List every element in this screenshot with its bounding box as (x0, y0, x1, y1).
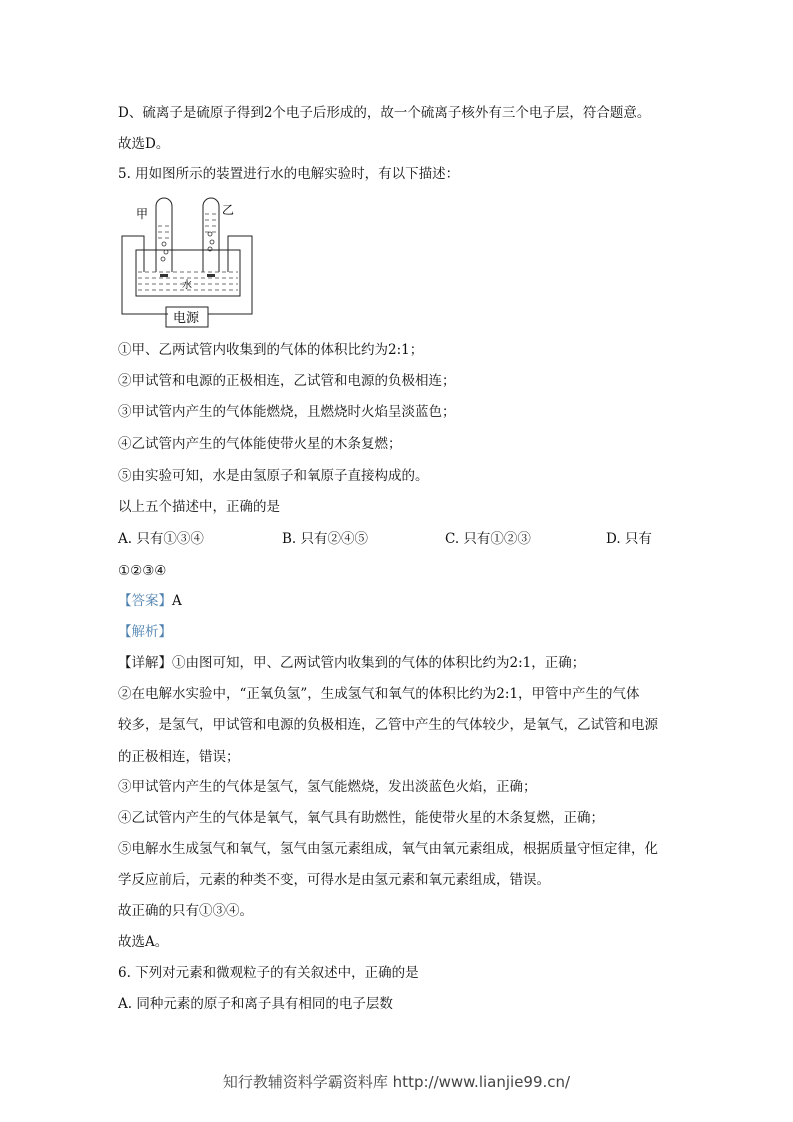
detail-line: 学反应前后，元素的种类不变，可得水是由氢元素和氧元素组成，错误。 (118, 872, 550, 888)
detail-line: 较多，是氢气，甲试管和电源的负极相连，乙管中产生的气体较少，是氧气，乙试管和电源 (118, 717, 658, 733)
detail-text: ①由图可知，甲、乙两试管内收集到的气体的体积比约为2:1，正确； (172, 655, 586, 671)
statement-1: ①甲、乙两试管内收集到的气体的体积比约为2:1； (118, 342, 424, 358)
statement-4: ④乙试管内产生的气体能使带火星的木条复燃； (118, 436, 402, 452)
label-yi: 乙 (222, 203, 235, 217)
question-6-stem: 6. 下列对元素和微观粒子的有关叙述中，正确的是 (118, 965, 419, 981)
text-line: 故选D。 (118, 136, 170, 152)
answer-label: 【答案】 (118, 593, 172, 609)
detail-label: 【详解】 (118, 655, 172, 671)
option-c: C. 只有①②③ (445, 531, 531, 547)
question-5-stem: 5. 用如图所示的装置进行水的电解实验时，有以下描述： (118, 166, 460, 182)
statement-2: ②甲试管和电源的正极相连，乙试管和电源的负极相连； (118, 373, 456, 389)
electrolysis-diagram (118, 192, 258, 328)
detail-line: ⑤电解水生成氢气和氧气，氢气由氢元素组成，氧气由氧元素组成，根据质量守恒定律，化 (118, 841, 658, 857)
question-prompt: 以上五个描述中，正确的是 (118, 499, 280, 515)
detail-line: ②在电解水实验中，“正氧负氢”，生成氢气和氧气的体积比约为2:1，甲管中产生的气体 (118, 686, 640, 702)
detail-line: ④乙试管内产生的气体是氧气，氧气具有助燃性，能使带火星的木条复燃，正确； (118, 810, 604, 826)
detail-line: ③甲试管内产生的气体是氢气，氢气能燃烧，发出淡蓝色火焰，正确； (118, 779, 537, 795)
label-power: 电源 (173, 311, 200, 326)
detail-line: 故选A。 (118, 934, 169, 950)
detail-line: 的正极相连，错误； (118, 749, 240, 765)
question-6-option-a: A. 同种元素的原子和离子具有相同的电子层数 (118, 996, 393, 1012)
statement-3: ③甲试管内产生的气体能燃烧，且燃烧时火焰呈淡蓝色； (118, 404, 456, 420)
detail-line (118, 654, 585, 672)
label-jia: 甲 (136, 207, 149, 221)
footer-watermark: 知行教辅资料学霸资料库 http://www.lianjie99.cn/ (222, 1073, 571, 1091)
analysis-label: 【解析】 (118, 624, 172, 640)
statement-5: ⑤由实验可知，水是由氢原子和氧原子直接构成的。 (118, 468, 429, 484)
option-d: D. 只有 (606, 531, 652, 547)
option-a: A. 只有①③④ (118, 531, 204, 547)
answer-value: A (172, 593, 182, 609)
label-water: 水 (182, 280, 192, 291)
option-d-continued: ①②③④ (118, 563, 167, 579)
answer-line (118, 592, 182, 610)
detail-line: 故正确的只有①③④。 (118, 903, 253, 919)
option-b: B. 只有②④⑤ (282, 531, 369, 547)
text-line: D、硫离子是硫原子得到2个电子后形成的，故一个硫离子核外有三个电子层，符合题意。 (118, 105, 651, 121)
